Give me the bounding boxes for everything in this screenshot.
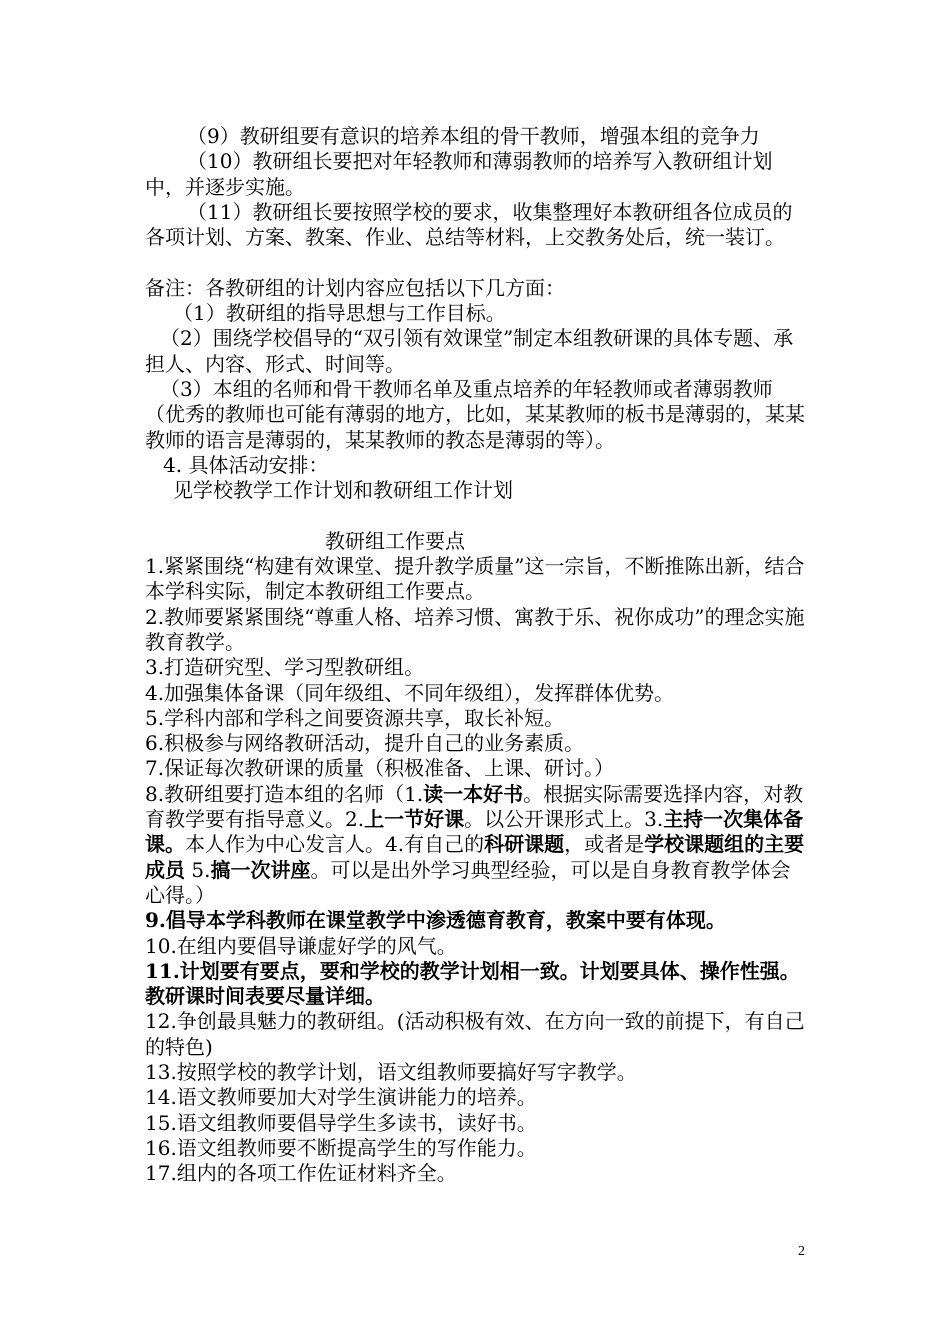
point-8-text: ，或者是 xyxy=(564,832,645,857)
page-number: 2 xyxy=(798,1244,805,1259)
blank-line xyxy=(145,503,810,528)
item-10: （10）教研组长要把对年轻教师和薄弱教师的培养写入教研组计划中，并逐步实施。 xyxy=(145,149,773,199)
point-3: 3.打造研究型、学习型教研组。 xyxy=(145,655,425,680)
item-9: （9）教研组要有意识的培养本组的骨干教师，增强本组的竞争力 xyxy=(187,124,760,148)
page-content xyxy=(145,124,810,1186)
section-title: 教研组工作要点 xyxy=(325,528,465,553)
point-8-bold: 搞一次讲座 xyxy=(210,857,311,882)
point-8-text: 8.教研组要打造本组的名师（1. xyxy=(145,781,424,806)
item-11: （11）教研组长要按照学校的要求，收集整理好本教研组各位成员的各项计划、方案、教案、作业、总结等材料，上交教务处后，统一装订。 xyxy=(145,199,793,250)
point-8 xyxy=(145,782,810,908)
point-10: 10.在组内要倡导谦虚好学的风气。 xyxy=(145,933,457,958)
blank-line xyxy=(145,250,810,275)
point-8-bold: 上一节好课 xyxy=(364,807,465,832)
point-16: 16.语文组教师要不断提高学生的写作能力。 xyxy=(145,1135,537,1160)
point-8-text: 5. xyxy=(185,857,211,882)
point-7: 7.保证每次教研课的质量（积极准备、上课、研讨。） xyxy=(145,756,615,781)
note-2: （2）围绕学校倡导的“双引领有效课堂”制定本组教研课的具体专题、承担人、内容、形式、时间等。 xyxy=(145,326,794,376)
point-15: 15.语文组教师要倡导学生多读书，读好书。 xyxy=(145,1110,537,1135)
point-17: 17.组内的各项工作佐证材料齐全。 xyxy=(145,1161,457,1186)
note-1: （1）教研组的指导思想与工作目标。 xyxy=(173,301,506,326)
note-3: （3）本组的名师和骨干教师名单及重点培养的年轻教师或者薄弱教师（优秀的教师也可能有薄弱的地方，比如，某某教师的板书是薄弱的，某某教师的语言是薄弱的，某某教师的教态是薄弱的等）。 xyxy=(145,376,805,452)
point-8-bold: 学校课题组的主要成员 xyxy=(145,832,805,882)
point-8-text: 。根据实际需要选择内容，对教育教学要有指导意义。2. xyxy=(145,781,804,832)
point-8-text: 本人作为中心发言人。4.有自己的 xyxy=(185,832,485,857)
point-8-bold: 读一本好书 xyxy=(423,781,524,806)
point-8-bold: 主持一次集体备课。 xyxy=(145,807,804,857)
point-8-text: 。可以是出外学习典型经验，可以是自身教育教学体会心得。） xyxy=(145,857,791,907)
point-14: 14.语文教师要加大对学生演讲能力的培养。 xyxy=(145,1085,537,1110)
point-13: 13.按照学校的教学计划，语文组教师要搞好写字教学。 xyxy=(145,1059,637,1084)
point-8-bold: 科研课题 xyxy=(484,832,565,857)
point-9: 9.倡导本学科教师在课堂教学中渗透德育教育，教案中要有体现。 xyxy=(145,908,726,933)
point-6: 6.积极参与网络教研活动，提升自己的业务素质。 xyxy=(145,731,585,756)
notes-header: 备注：各教研组的计划内容应包括以下几方面： xyxy=(145,275,565,300)
note-5: 见学校教学工作计划和教研组工作计划 xyxy=(173,478,513,503)
point-12: 12.争创最具魅力的教研组。(活动积极有效、在方向一致的前提下，有自己的特色) xyxy=(145,1009,805,1059)
point-5: 5.学科内部和学科之间要资源共享，取长补短。 xyxy=(145,705,565,730)
point-11: 11.计划要有要点，要和学校的教学计划相一致。计划要具体、操作性强。教研课时间表要尽量详细。 xyxy=(145,958,800,1009)
point-4: 4.加强集体备课（同年级组、不同年级组），发挥群体优势。 xyxy=(145,680,675,705)
point-1: 1.紧紧围绕“构建有效课堂、提升教学质量”这一宗旨，不断推陈出新，结合本学科实际，制定本教研组工作要点。 xyxy=(145,554,805,604)
point-8-text: 。以公开课形式上。3. xyxy=(464,807,664,832)
point-2: 2.教师要紧紧围绕“尊重人格、培养习惯、寓教于乐、祝你成功”的理念实施教育教学。 xyxy=(145,604,805,654)
note-4: 4. 具体活动安排： xyxy=(163,452,329,477)
